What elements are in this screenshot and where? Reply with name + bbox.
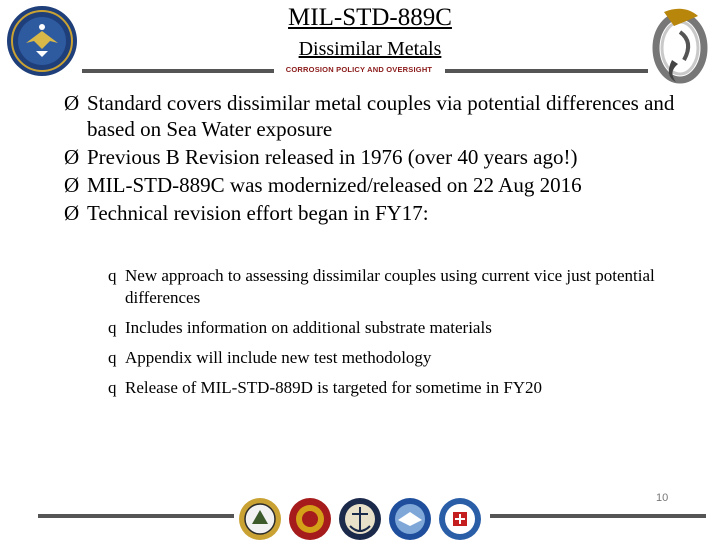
checkbox-bullet-icon: q [108,348,117,367]
army-emblem-icon [239,498,281,540]
sub-bullet-item [108,317,708,339]
bullet-item [64,144,704,170]
arrow-bullet-icon: Ø [64,173,80,197]
sub-bullet-text: Release of MIL-STD-889D is targeted for sometime in FY20 [125,378,543,397]
footer-rule-left [38,514,234,518]
bullet-text: MIL-STD-889C was modernized/released on 22 Aug 2016 [87,173,582,197]
policy-banner: CORROSION POLICY AND OVERSIGHT [285,65,433,74]
header-rule-left [82,69,274,73]
header-rule-right [445,69,648,73]
arrow-bullet-icon: Ø [64,145,80,169]
air-force-emblem-icon [389,498,431,540]
bullet-item [64,200,704,226]
checkbox-bullet-icon: q [108,378,117,397]
sub-bullet-item [108,265,708,309]
bullet-text: Technical revision effort began in FY17: [87,201,429,225]
bullet-item [64,90,704,142]
coast-guard-emblem-icon [439,498,481,540]
navy-emblem-icon [339,498,381,540]
sub-bullet-text: New approach to assessing dissimilar couples using current vice just potential differences [125,266,655,307]
bullet-text: Standard covers dissimilar metal couples via potential differences and based on Sea Water exposure [87,91,675,141]
dod-seal-icon [6,5,78,77]
checkbox-bullet-icon: q [108,266,117,285]
service-emblems [236,496,484,542]
sub-bullet-item [108,347,708,369]
sub-bullet-text: Includes information on additional substrate materials [125,318,492,337]
main-bullet-list [64,90,704,228]
page-title: MIL-STD-889C [288,4,452,31]
checkbox-bullet-icon: q [108,318,117,337]
bullet-text: Previous B Revision released in 1976 (over 40 years ago!) [87,145,578,169]
arrow-bullet-icon: Ø [64,201,80,225]
footer-rule-right [490,514,706,518]
sub-bullet-item [108,377,708,399]
page-subtitle: Dissimilar Metals [298,38,442,60]
corrosion-office-logo-icon [644,2,716,86]
marine-corps-emblem-icon [289,498,331,540]
sub-bullet-text: Appendix will include new test methodology [125,348,432,367]
arrow-bullet-icon: Ø [64,91,80,115]
sub-bullet-list [108,265,708,407]
bullet-item [64,172,704,198]
page-number: 10 [656,492,669,504]
